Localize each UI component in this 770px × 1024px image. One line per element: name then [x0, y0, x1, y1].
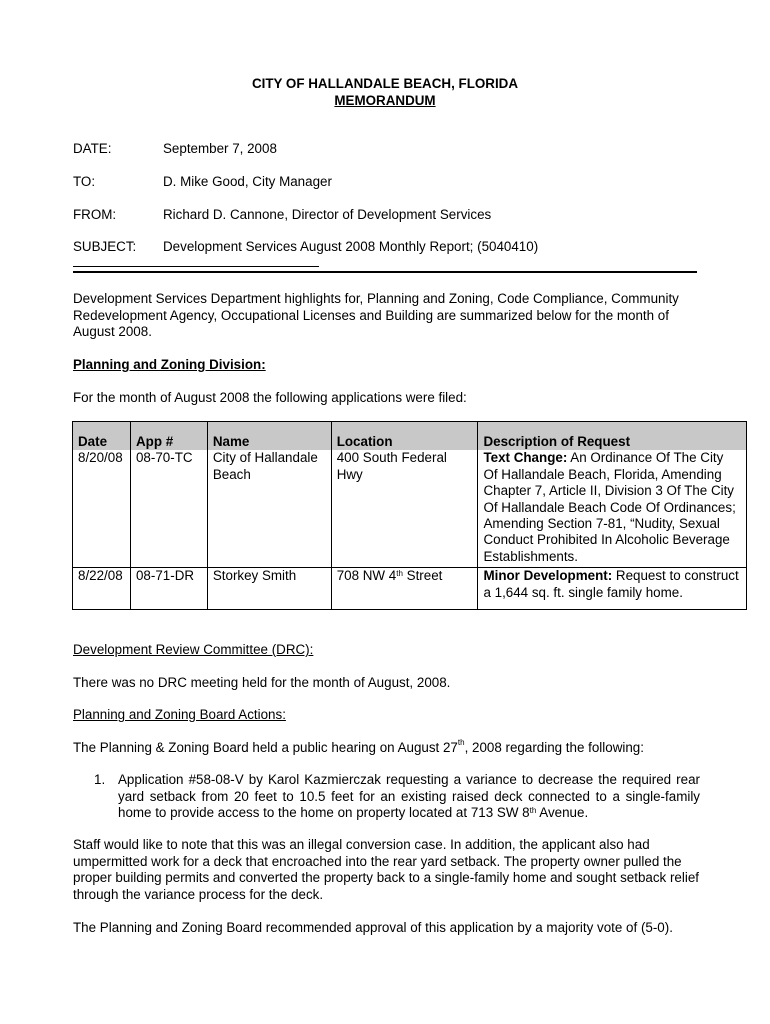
location-text-end: Street: [402, 568, 443, 584]
item-text: Application #58-08-V by Karol Kazmierczak requesting a variance to decrease the required rear yard setback from 20 feet to 10.5 feet for an existing raised deck connected to a single-family home to provide access to the home on property located at 713 SW 8: [118, 772, 700, 821]
drc-heading: Development Review Committee (DRC):: [73, 642, 314, 657]
desc-type: Text Change:: [483, 450, 568, 466]
desc-text: Request to construct a 1,644 sq. ft. single family home.: [483, 568, 739, 600]
pzb-hearing-text: [73, 740, 644, 755]
planning-heading: Planning and Zoning Division:: [73, 357, 266, 372]
table-header-row: [73, 422, 747, 451]
item-sup: th: [529, 806, 537, 816]
location-sup: th: [396, 569, 403, 579]
desc-text: An Ordinance Of The City Of Hallandale Beach, Florida, Amending Chapter 7, Article II, Division 3 Of The City Of Hallandale Beach Code Of Ordinances; Amending Section 7-81, “Nudity, Sexual Conduct Prohibited In Alcoholic Beverage Establishments.: [483, 450, 736, 564]
location-text: 708 NW 4: [336, 568, 397, 584]
desc-type: Minor Development:: [483, 568, 613, 584]
item-text-end: Avenue.: [536, 805, 589, 821]
date-value: September 7, 2008: [163, 141, 277, 156]
drc-text: There was no DRC meeting held for the month of August, 2008.: [73, 675, 451, 690]
short-divider: [73, 266, 319, 267]
col-header-name: Name: [207, 422, 331, 451]
date-label: DATE:: [73, 141, 112, 156]
pzb-heading: Planning and Zoning Board Actions:: [73, 707, 286, 722]
to-label: TO:: [73, 174, 96, 189]
recommendation-text: The Planning and Zoning Board recommended approval of this application by a majority vote of (5-0).: [73, 920, 673, 935]
from-label: FROM:: [73, 207, 117, 222]
hearing-text: The Planning & Zoning Board held a public hearing on August 27: [73, 740, 458, 755]
cell-date: 8/20/08: [73, 450, 131, 567]
subject-value: Development Services August 2008 Monthly Report; (5040410): [163, 239, 539, 254]
col-header-description: Description of Request: [478, 422, 747, 451]
table-row: [73, 568, 747, 610]
long-divider: [73, 271, 697, 273]
cell-app: 08-70-TC: [130, 450, 207, 567]
list-item-number: 1.: [94, 772, 106, 787]
memo-heading: MEMORANDUM: [334, 93, 436, 108]
cell-location: 400 South Federal Hwy: [331, 450, 478, 567]
table-row: [73, 450, 747, 567]
staff-note-paragraph: Staff would like to note that this was an illegal conversion case. In addition, the applicant also had umpermitted work for a deck that encroached into the rear yard setback. The property owner pulled the proper building permits and converted the property back to a single-family home and sought setback relief through the variance process for the deck.: [73, 837, 699, 902]
from-value: Richard D. Cannone, Director of Development Services: [163, 207, 492, 222]
cell-name: City of Hallandale Beach: [207, 450, 331, 567]
cell-description: [478, 568, 747, 610]
col-header-location: Location: [331, 422, 478, 451]
applications-filed-text: For the month of August 2008 the following applications were filed:: [73, 390, 467, 405]
cell-date: 8/22/08: [73, 568, 131, 610]
cell-location: [331, 568, 478, 610]
col-header-app: App #: [130, 422, 207, 451]
to-value: D. Mike Good, City Manager: [163, 174, 332, 189]
applications-table: [72, 421, 747, 610]
cell-app: 08-71-DR: [130, 568, 207, 610]
subject-label: SUBJECT:: [73, 239, 137, 254]
list-item: [118, 772, 700, 822]
col-header-date: Date: [73, 422, 131, 451]
cell-name: Storkey Smith: [207, 568, 331, 610]
hearing-sup: th: [457, 738, 465, 747]
hearing-text-end: , 2008 regarding the following:: [464, 740, 644, 755]
cell-description: [478, 450, 747, 567]
intro-paragraph: Development Services Department highlights for, Planning and Zoning, Code Compliance, Community Redevelopment Agency, Occupational Licenses and Building are summarized below for the month of August 2008.: [73, 291, 679, 340]
memo-city-title: CITY OF HALLANDALE BEACH, FLORIDA: [251, 76, 519, 91]
